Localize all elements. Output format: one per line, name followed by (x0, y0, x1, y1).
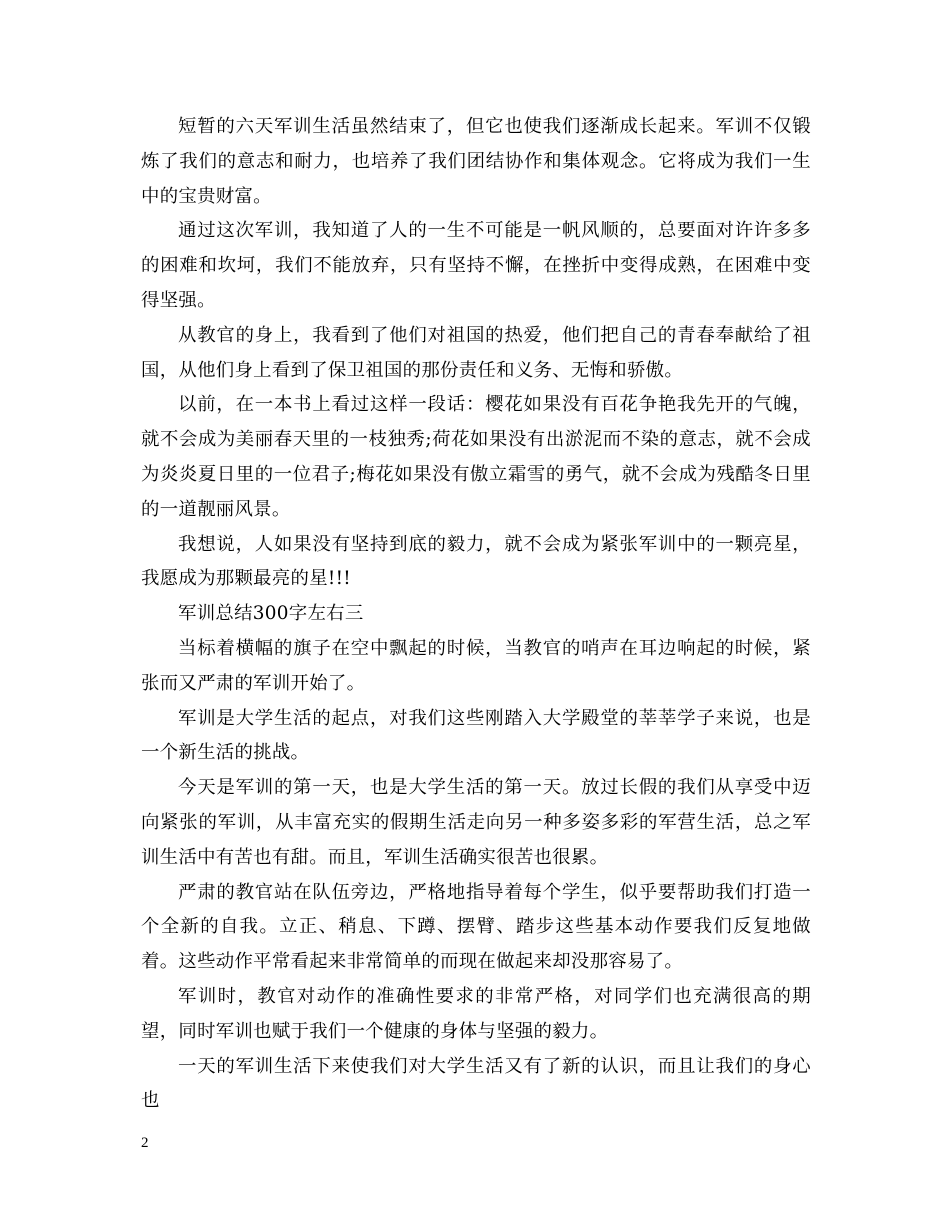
paragraph: 以前，在一本书上看过这样一段话：樱花如果没有百花争艳我先开的气魄，就不会成为美丽春天里的一枝独秀;荷花如果没有出淤泥而不染的意志，就不会成为炎炎夏日里的一位君子;梅花如果没有傲立霜雪的勇气，就不会成为残酷冬日里的一道靓丽风景。 (141, 394, 811, 520)
paragraph: 当标着横幅的旗子在空中飘起的时候，当教官的哨声在耳边响起的时候，紧张而又严肃的军训开始了。 (141, 637, 811, 694)
document-body (141, 110, 811, 1119)
paragraph: 短暂的六天军训生活虽然结束了，但它也使我们逐渐成长起来。军训不仅锻炼了我们的意志和耐力，也培养了我们团结协作和集体观念。它将成为我们一生中的宝贵财富。 (141, 116, 811, 207)
paragraph: 从教官的身上，我看到了他们对祖国的热爱，他们把自己的青春奉献给了祖国，从他们身上看到了保卫祖国的那份责任和义务、无悔和骄傲。 (141, 324, 811, 381)
paragraph: 今天是军训的第一天，也是大学生活的第一天。放过长假的我们从享受中迈向紧张的军训，从丰富充实的假期生活走向另一种多姿多彩的军营生活，总之军训生活中有苦也有甜。而且，军训生活确实很苦也很累。 (141, 777, 811, 868)
page-number: 2 (141, 1135, 149, 1151)
paragraph: 严肃的教官站在队伍旁边，严格地指导着每个学生，似乎要帮助我们打造一个全新的自我。立正、稍息、下蹲、摆臂、踏步这些基本动作要我们反复地做着。这些动作平常看起来非常简单的而现在做起来却没那容易了。 (141, 881, 811, 973)
paragraph: 通过这次军训，我知道了人的一生不可能是一帆风顺的，总要面对许许多多的困难和坎坷，我们不能放弃，只有坚持不懈，在挫折中变得成熟，在困难中变得坚强。 (141, 220, 811, 311)
paragraph: 军训时，教官对动作的准确性要求的非常严格，对同学们也充满很高的期望，同时军训也赋于我们一个健康的身体与坚强的毅力。 (141, 985, 811, 1042)
paragraph: 一天的军训生活下来使我们对大学生活又有了新的认识，而且让我们的身心也 (141, 1055, 811, 1112)
section-heading: 军训总结300字左右三 (178, 603, 364, 625)
paragraph: 军训是大学生活的起点，对我们这些刚踏入大学殿堂的莘莘学子来说，也是一个新生活的挑战。 (141, 707, 811, 764)
paragraph: 我想说，人如果没有坚持到底的毅力，就不会成为紧张军训中的一颗亮星，我愿成为那颗最亮的星!!! (141, 533, 811, 590)
